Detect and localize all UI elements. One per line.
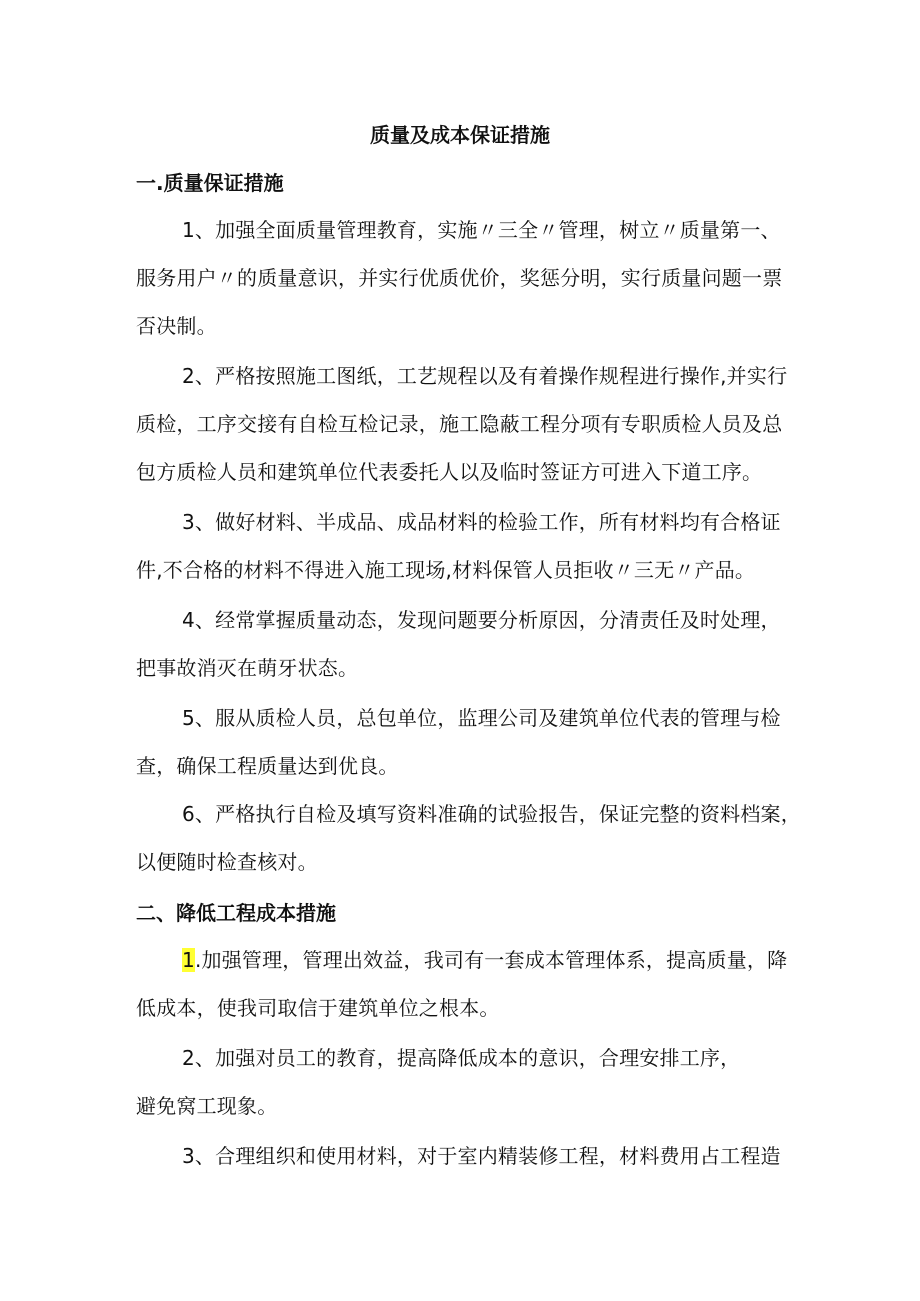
paragraph-quality-5 — [136, 694, 796, 790]
paragraph-line: 2、严格按照施工图纸，工艺规程以及有着操作规程进行操作,并实行 — [182, 364, 788, 388]
paragraph-line: 服务用户〃的质量意识，并实行优质优价，奖惩分明，实行质量问题一票 — [136, 266, 783, 290]
paragraph-text: .加强管理，管理出效益，我司有一套成本管理体系，提高质量，降 — [194, 948, 788, 972]
paragraph-quality-2 — [136, 352, 796, 496]
document-title: 质量及成本保证措施 — [370, 123, 550, 147]
paragraph-line: 低成本，使我司取信于建筑单位之根本。 — [136, 996, 500, 1020]
paragraph-line: 否决制。 — [136, 314, 217, 338]
paragraph-line: 质检，工序交接有自检互检记录，施工隐蔽工程分项有专职质检人员及总 — [136, 412, 783, 436]
paragraph-line: 以便随时检查核对。 — [136, 850, 318, 874]
paragraph-quality-6 — [136, 790, 801, 886]
paragraph-line: 3、做好材料、半成品、成品材料的检验工作，所有材料均有合格证 — [182, 510, 781, 534]
paragraph-line: 4、经常掌握质量动态，发现问题要分析原因，分清责任及时处理， — [182, 608, 781, 632]
paragraph-line: 包方质检人员和建筑单位代表委托人以及临时签证方可进入下道工序。 — [136, 460, 763, 484]
paragraph-line — [136, 936, 796, 984]
highlighted-number: 1 — [182, 948, 195, 972]
paragraph-line: 3、合理组织和使用材料，对于室内精装修工程，材料费用占工程造 — [182, 1144, 781, 1168]
section-heading-quality: 一.质量保证措施 — [136, 171, 284, 195]
paragraph-line: 5、服从质检人员，总包单位，监理公司及建筑单位代表的管理与检 — [182, 706, 781, 730]
section-heading-cost: 二、降低工程成本措施 — [136, 901, 336, 925]
paragraph-line: 查，确保工程质量达到优良。 — [136, 754, 399, 778]
paragraph-cost-3 — [136, 1132, 796, 1180]
paragraph-cost-2 — [136, 1034, 796, 1130]
paragraph-quality-4 — [136, 596, 796, 692]
paragraph-line: 把事故消灭在萌牙状态。 — [136, 656, 359, 680]
paragraph-line: 1、加强全面质量管理教育，实施〃三全〃管理，树立〃质量第一、 — [182, 218, 781, 242]
paragraph-cost-1 — [136, 936, 796, 1032]
paragraph-line: 2、加强对员工的教育，提高降低成本的意识，合理安排工序， — [182, 1046, 741, 1070]
paragraph-line: 6、严格执行自检及填写资料准确的试验报告，保证完整的资料档案， — [182, 802, 801, 826]
paragraph-quality-1 — [136, 206, 796, 350]
paragraph-quality-3 — [136, 498, 796, 594]
paragraph-line: 件,不合格的材料不得进入施工现场,材料保管人员拒收〃三无〃产品。 — [136, 558, 756, 582]
paragraph-line: 避免窝工现象。 — [136, 1094, 278, 1118]
